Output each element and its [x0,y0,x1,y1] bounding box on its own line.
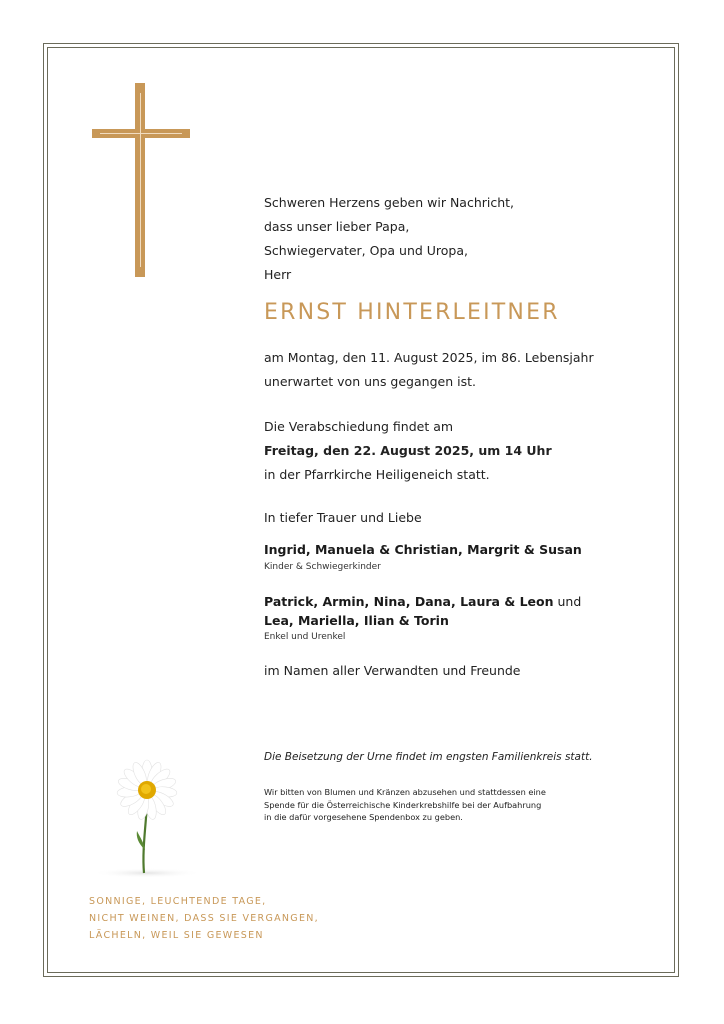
donation-line: Wir bitten von Blumen und Kränzen abzusehen und stattdessen eine [264,787,546,797]
death-line: unerwartet von uns gegangen ist. [264,374,476,389]
grandchildren-names-2: Lea, Mariella, Ilian & Torin [264,613,449,628]
poem-line: SONNIGE, LEUCHTENDE TAGE, [89,896,267,907]
daisy-flower-icon [92,755,222,880]
service-location: in der Pfarrkirche Heiligeneich statt. [264,467,490,482]
grandchildren-names-1: Patrick, Armin, Nina, Dana, Laura & Leon [264,594,554,609]
grandchildren-block [264,592,581,644]
burial-note: Die Beisetzung der Urne findet im engsten Familienkreis statt. [264,751,593,763]
children-block [264,540,582,574]
children-names: Ingrid, Manuela & Christian, Margrit & Susan [264,542,582,557]
sorrow-line: In tiefer Trauer und Liebe [264,510,422,525]
intro-line: Schwiegervater, Opa und Uropa, [264,243,469,258]
poem-line: LÄCHELN, WEIL SIE GEWESEN [89,930,264,941]
closing-line: im Namen aller Verwandten und Freunde [264,663,521,678]
intro-text [264,191,514,287]
deceased-name: ERNST HINTERLEITNER [264,300,560,325]
death-line: am Montag, den 11. August 2025, im 86. Lebensjahr [264,350,594,365]
poem [89,893,319,944]
poem-line: NICHT WEINEN, DASS SIE VERGANGEN, [89,913,320,924]
grandchildren-und: und [553,594,582,609]
donation-line: in die dafür vorgesehene Spendenbox zu geben. [264,812,463,822]
grandchildren-line-2 [264,611,581,630]
grandchildren-role: Enkel und Urenkel [264,632,346,642]
service-text [264,415,552,487]
service-line: Die Verabschiedung findet am [264,419,454,434]
intro-line: dass unser lieber Papa, [264,219,410,234]
death-text [264,346,594,394]
children-role: Kinder & Schwiegerkinder [264,562,381,572]
intro-line: Herr [264,267,292,282]
service-date: Freitag, den 22. August 2025, um 14 Uhr [264,443,552,458]
grandchildren-line-1 [264,592,581,611]
cross-icon [92,83,190,277]
donation-note [264,786,584,824]
intro-line: Schweren Herzens geben wir Nachricht, [264,195,515,210]
donation-line: Spende für die Österreichische Kinderkrebshilfe bei der Aufbahrung [264,799,542,810]
